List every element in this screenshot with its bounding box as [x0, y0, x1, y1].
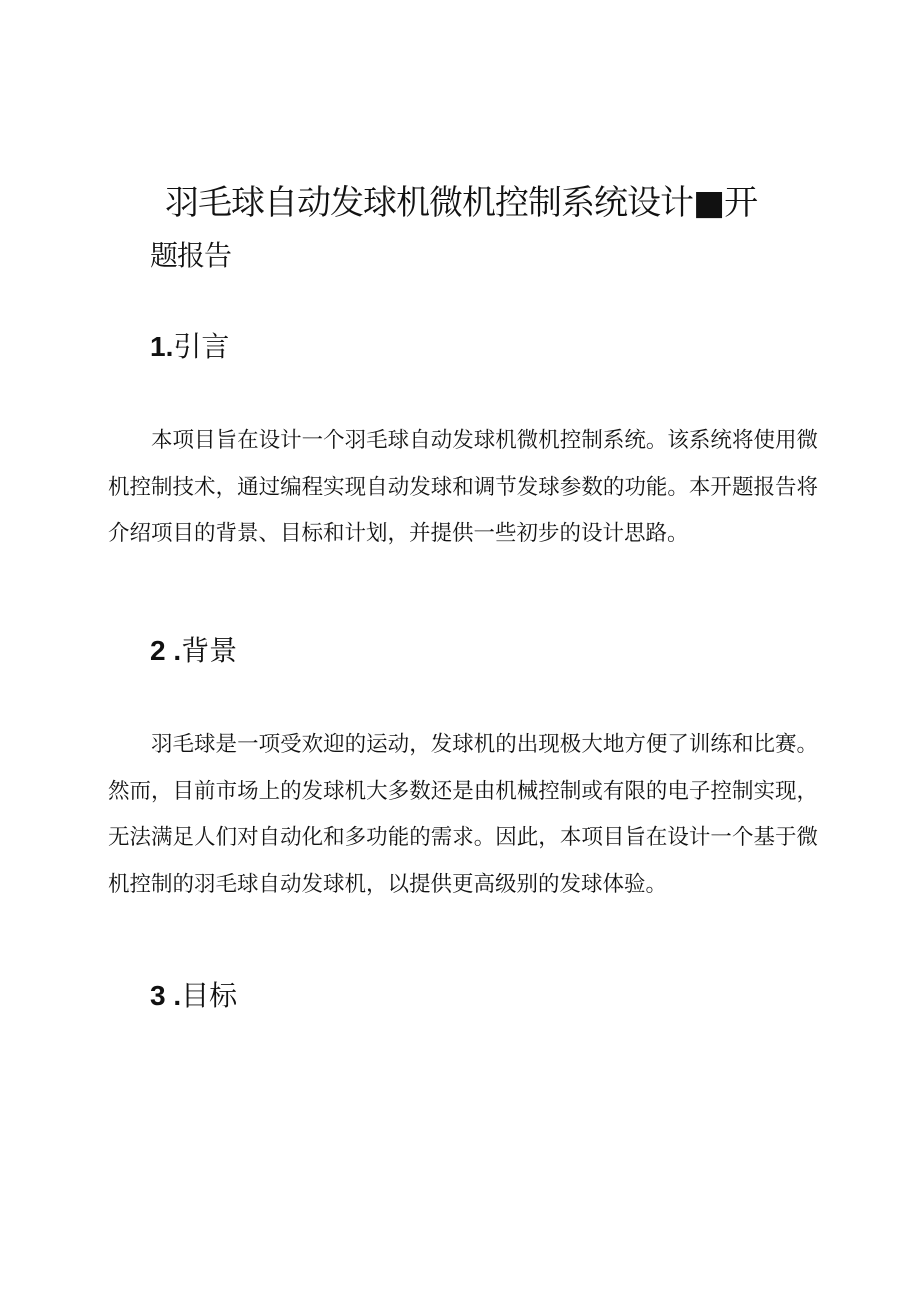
section-title: 背景 — [181, 634, 238, 667]
document-title-continued: 题报告 — [150, 239, 232, 272]
section-body-introduction: 本项目旨在设计一个羽毛球自动发球机微机控制系统。该系统将使用微机控制技术，通过编程实现自动发球和调节发球参数的功能。本开题报告将介绍项目的背景、目标和计划，并提供一些初步的设计思路。 — [108, 428, 818, 546]
section-body-background: 羽毛球是一项受欢迎的运动，发球机的出现极大地方便了训练和比赛。然而，目前市场上的发球机大多数还是由机械控制或有限的电子控制实现，无法满足人们对自动化和多功能的需求。因此，本项目旨在设计一个基于微机控制的羽毛球自动发球机，以提供更高级别的发球体验。 — [108, 732, 818, 897]
section-heading-goals — [150, 976, 237, 1016]
document-title: 羽毛球自动发球机微机控制系统设计■开 — [165, 183, 758, 223]
section-number: 1. — [150, 331, 174, 362]
section-heading-introduction — [150, 327, 229, 367]
section-title: 引言 — [173, 330, 230, 363]
section-number: 2 . — [150, 635, 182, 666]
section-heading-background — [150, 631, 237, 671]
section-title: 目标 — [181, 979, 238, 1012]
section-number: 3 . — [150, 980, 182, 1011]
